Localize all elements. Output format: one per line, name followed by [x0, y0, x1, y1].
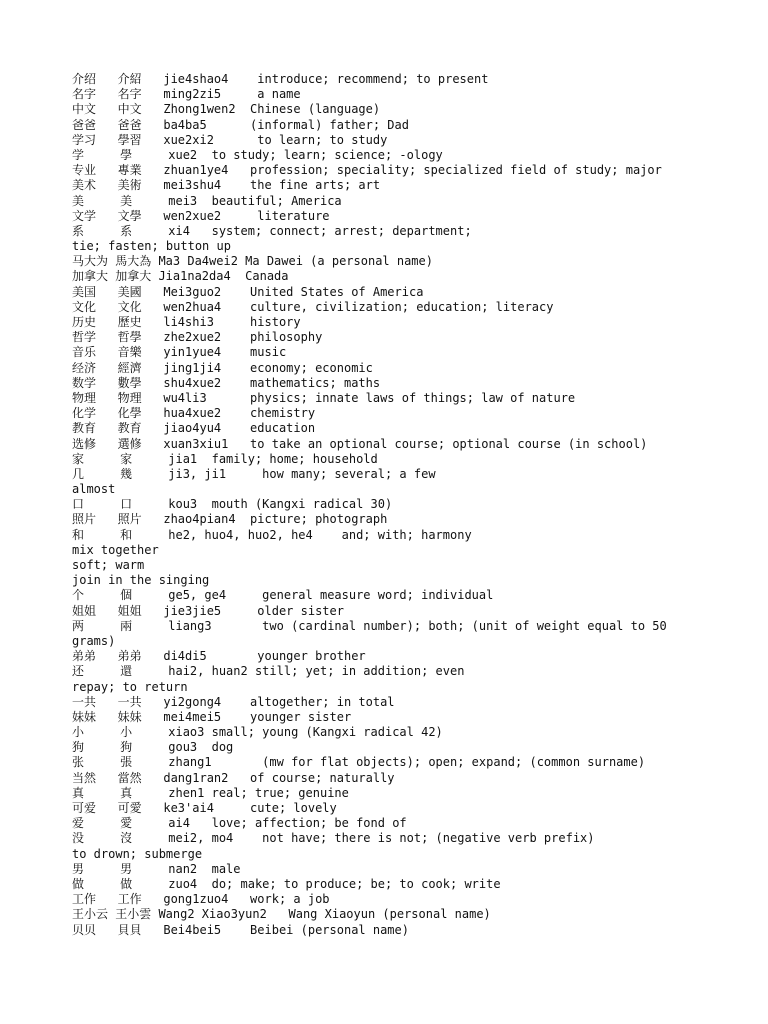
vocab-line: 介绍 介紹 jie4shao4 introduce; recommend; to present — [72, 72, 489, 86]
vocab-list — [72, 72, 712, 938]
vocab-line: 做 做 zuo4 do; make; to produce; be; to cook; write — [72, 876, 501, 891]
vocab-line: 还 還 hai2, huan2 still; yet; in addition; even — [72, 664, 465, 679]
vocab-line: 物理 物理 wu4li3 physics; innate laws of things; law of nature — [72, 390, 576, 405]
vocab-line: 文学 文學 wen2xue2 literature — [72, 208, 330, 223]
vocab-line: 当然 當然 dang1ran2 of course; naturally — [72, 770, 395, 785]
vocab-line: 个 個 ge5, ge4 general measure word; individual — [72, 588, 494, 603]
vocab-line: 照片 照片 zhao4pian4 picture; photograph — [72, 512, 388, 527]
vocab-line: repay; to return — [72, 679, 188, 694]
vocab-line: 几 幾 ji3, ji1 how many; several; a few — [72, 466, 436, 481]
vocab-line: 加拿大 加拿大 Jia1na2da4 Canada — [72, 269, 289, 284]
vocab-line: 狗 狗 gou3 dog — [72, 740, 234, 755]
vocab-line: 系 系 xi4 system; connect; arrest; department; — [72, 223, 472, 238]
vocab-line: 小 小 xiao3 small; young (Kangxi radical 42) — [72, 725, 443, 740]
vocab-line: 专业 專業 zhuan1ye4 profession; speciality; specialized field of study; major — [72, 163, 662, 178]
vocab-line: 美国 美國 Mei3guo2 United States of America — [72, 284, 424, 299]
vocab-line: 妹妹 妹妹 mei4mei5 younger sister — [72, 709, 352, 724]
vocab-line: 历史 歷史 li4shi3 history — [72, 315, 301, 329]
vocab-line: 爱 愛 ai4 love; affection; be fond of — [72, 816, 407, 831]
vocab-line: 教育 教育 jiao4yu4 education — [72, 421, 316, 436]
vocab-line: 音乐 音樂 yin1yue4 music — [72, 345, 287, 360]
vocab-line: almost — [72, 482, 116, 497]
vocab-line: 中文 中文 Zhong1wen2 Chinese (language) — [72, 102, 381, 117]
vocab-line: 学 學 xue2 to study; learn; science; -ology — [72, 147, 443, 162]
vocab-line: 姐姐 姐姐 jie3jie5 older sister — [72, 603, 344, 618]
vocab-line: 和 和 he2, huo4, huo2, he4 and; with; harmony — [72, 527, 472, 542]
vocab-line: 没 沒 mei2, mo4 not have; there is not; (negative verb prefix) — [72, 831, 595, 846]
vocab-line: 一共 一共 yi2gong4 altogether; in total — [72, 694, 395, 709]
vocab-line: join in the singing — [72, 573, 210, 588]
vocab-line: 王小云 王小雲 Wang2 Xiao3yun2 Wang Xiaoyun (personal name) — [72, 907, 491, 922]
vocab-line: 名字 名字 ming2zi5 a name — [72, 87, 301, 102]
vocab-line: 真 真 zhen1 real; true; genuine — [72, 785, 349, 800]
vocab-line: 文化 文化 wen2hua4 culture, civilization; education; literacy — [72, 299, 554, 314]
vocab-line: 弟弟 弟弟 di4di5 younger brother — [72, 649, 366, 664]
vocab-line: tie; fasten; button up — [72, 239, 231, 254]
vocab-line: mix together — [72, 542, 159, 557]
vocab-line: 美 美 mei3 beautiful; America — [72, 193, 342, 208]
vocab-line: 男 男 nan2 male — [72, 861, 241, 876]
vocab-line: 贝贝 貝貝 Bei4bei5 Beibei (personal name) — [72, 922, 409, 937]
vocab-line: 哲学 哲學 zhe2xue2 philosophy — [72, 330, 323, 345]
vocab-line: 口 口 kou3 mouth (Kangxi radical 30) — [72, 497, 393, 512]
vocab-line: 经济 經濟 jing1ji4 economy; economic — [72, 360, 373, 375]
vocab-line: 爸爸 爸爸 ba4ba5 (informal) father; Dad — [72, 117, 409, 132]
vocab-line: 美术 美術 mei3shu4 the fine arts; art — [72, 178, 381, 193]
vocab-line: grams) — [72, 633, 116, 648]
vocab-line: 学习 學習 xue2xi2 to learn; to study — [72, 132, 388, 147]
vocab-line: 可爱 可愛 ke3'ai4 cute; lovely — [72, 801, 337, 815]
vocab-line: 两 兩 liang3 two (cardinal number); both; (unit of weight equal to 50 — [72, 618, 667, 633]
vocab-line: 工作 工作 gong1zuo4 work; a job — [72, 892, 330, 907]
vocab-line: 张 張 zhang1 (mw for flat objects); open; expand; (common surname) — [72, 755, 646, 770]
vocab-line: 选修 選修 xuan3xiu1 to take an optional course; optional course (in school) — [72, 436, 648, 451]
vocab-line: 家 家 jia1 family; home; household — [72, 451, 378, 466]
vocab-line: 化学 化學 hua4xue2 chemistry — [72, 406, 316, 421]
vocab-line: 数学 數學 shu4xue2 mathematics; maths — [72, 375, 381, 390]
vocab-line: to drown; submerge — [72, 846, 203, 861]
vocab-line: 马大为 馬大為 Ma3 Da4wei2 Ma Dawei (a personal name) — [72, 254, 433, 269]
vocab-line: soft; warm — [72, 558, 145, 572]
